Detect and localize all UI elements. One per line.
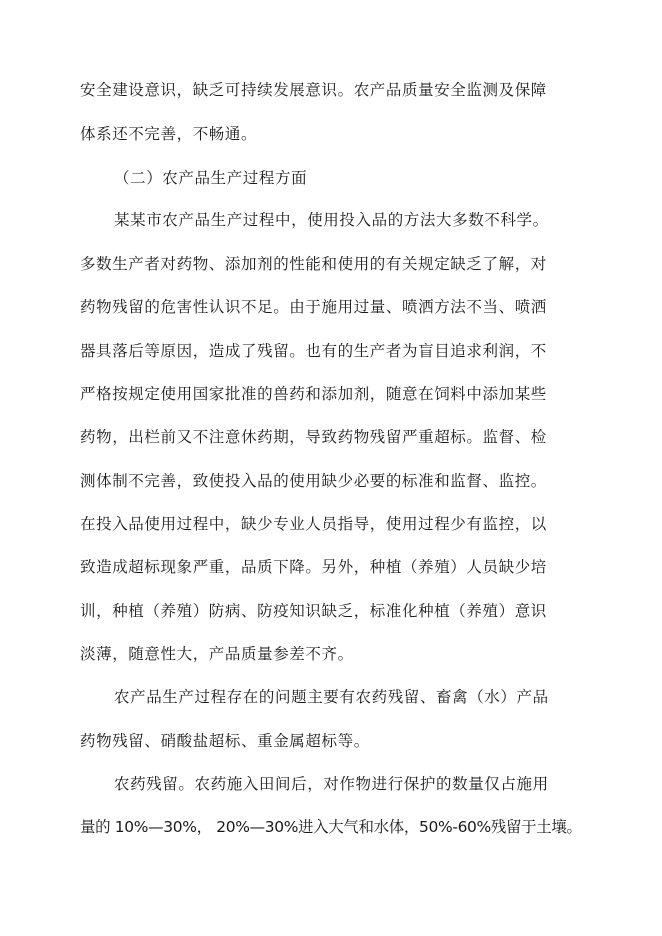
text-line-14: 淡薄，随意性大，产品质量参差不齐。: [80, 645, 354, 663]
text-line-16: 药物残留、硝酸盐超标、重金属超标等。: [80, 732, 370, 750]
text-line-9: 药物，出栏前又不注意休药期，导致药物残留严重超标。监督、检: [80, 428, 547, 446]
text-line-5: 多数生产者对药物、添加剂的性能和使用的有关规定缺乏了解，对: [80, 255, 547, 273]
text-line-13: 训，种植（养殖）防病、防疫知识缺乏，标准化种植（养殖）意识: [80, 602, 547, 620]
text-line-6: 药物残留的危害性认识不足。由于施用过量、喷洒方法不当、喷洒: [80, 298, 547, 316]
text-line-15: 农产品生产过程存在的问题主要有农药残留、畜禽（水）产品: [114, 688, 549, 706]
text-line-2: 体系还不完善，不畅通。: [80, 125, 258, 143]
text-line-10: 测体制不完善，致使投入品的使用缺少必要的标准和监督、监控。: [80, 472, 547, 490]
text-line-1: 安全建设意识，缺乏可持续发展意识。农产品质量安全监测及保障: [80, 81, 547, 99]
text-line-7: 器具落后等原因，造成了残留。也有的生产者为盲目追求利润，不: [80, 342, 547, 360]
text-line-11: 在投入品使用过程中，缺少专业人员指导，使用过程少有监控，以: [80, 515, 547, 533]
text-line-4: 某某市农产品生产过程中，使用投入品的方法大多数不科学。: [114, 211, 549, 229]
text-line-8: 严格按规定使用国家批准的兽药和添加剂，随意在饲料中添加某些: [80, 385, 547, 403]
text-line-12: 致造成超标现象严重，品质下降。另外，种植（养殖）人员缺少培: [80, 558, 547, 576]
text-line-18: 量的 10%—30%， 20%—30%进入大气和水体，50%-60%残留于土壤。: [80, 818, 582, 836]
text-line-17: 农药残留。农药施入田间后，对作物进行保护的数量仅占施用: [114, 775, 549, 793]
section-heading: （二）农产品生产过程方面: [114, 169, 308, 187]
